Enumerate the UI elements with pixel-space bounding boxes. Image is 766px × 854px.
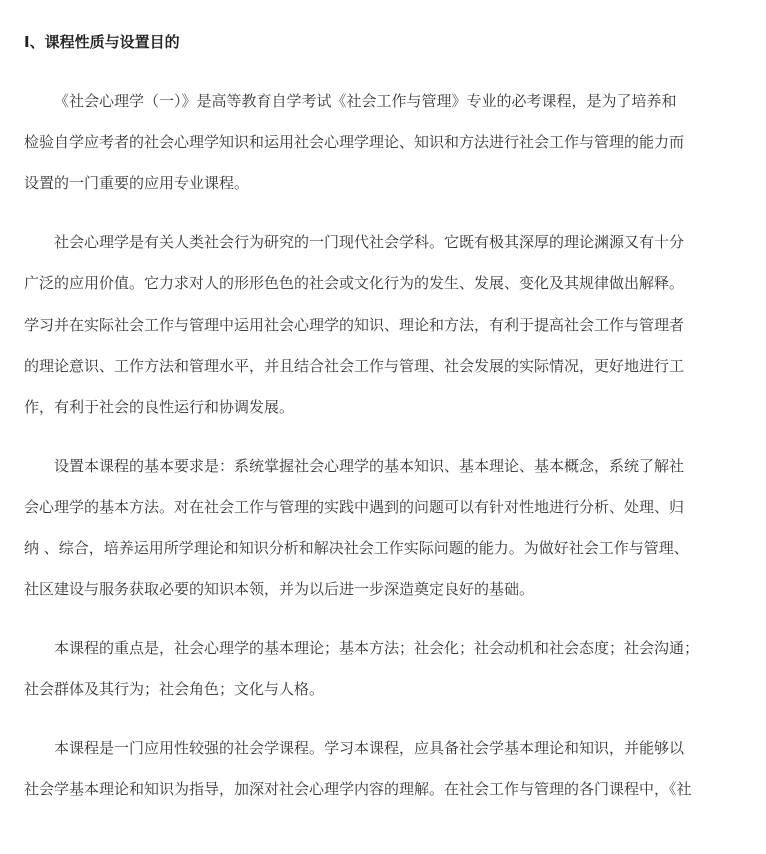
- paragraph-2-line-5: 作，有利于社会的良性运行和协调发展。: [24, 398, 295, 416]
- paragraph-2-line-3: 学习并在实际社会工作与管理中运用社会心理学的知识、理论和方法，有利于提高社会工作与管理者: [24, 316, 685, 334]
- paragraph-4-line-2: 社会群体及其行为；社会角色；文化与人格。: [24, 680, 325, 698]
- paragraph-3-line-1: 设置本课程的基本要求是：系统掌握社会心理学的基本知识、基本理论、基本概念，系统了解社: [54, 457, 685, 475]
- paragraph-1-line-3: 设置的一门重要的应用专业课程。: [24, 174, 250, 192]
- paragraph-5-line-1: 本课程是一门应用性较强的社会学课程。学习本课程，应具备社会学基本理论和知识，并能够以: [54, 739, 685, 757]
- paragraph-2-line-4: 的理论意识、工作方法和管理水平，并且结合社会工作与管理、社会发展的实际情况，更好地进行工: [24, 357, 685, 375]
- paragraph-4-line-1: 本课程的重点是，社会心理学的基本理论；基本方法；社会化；社会动机和社会态度；社会沟通；: [54, 639, 700, 657]
- paragraph-5-line-2: 社会学基本理论和知识为指导，加深对社会心理学内容的理解。在社会工作与管理的各门课程中，《社: [24, 780, 692, 798]
- paragraph-3-line-2: 会心理学的基本方法。对在社会工作与管理的实践中遇到的问题可以有针对性地进行分析、处理、归: [24, 498, 685, 516]
- paragraph-1-line-1: 《社会心理学（一）》是高等教育自学考试《社会工作与管理》专业的必考课程，是为了培养和: [54, 92, 677, 110]
- paragraph-2-line-1: 社会心理学是有关人类社会行为研究的一门现代社会学科。它既有极其深厚的理论渊源又有十分: [54, 233, 685, 251]
- paragraph-3-line-3: 纳 、综合，培养运用所学理论和知识分析和解决社会工作实际问题的能力。为做好社会工作与管理、: [24, 539, 689, 557]
- paragraph-3-line-4: 社区建设与服务获取必要的知识本领，并为以后进一步深造奠定良好的基础。: [24, 580, 535, 598]
- section-heading: I、课程性质与设置目的: [24, 33, 180, 51]
- paragraph-2-line-2: 广泛的应用价值。它力求对人的形形色色的社会或文化行为的发生、发展、变化及其规律做出解释。: [24, 274, 685, 292]
- paragraph-1-line-2: 检验自学应考者的社会心理学知识和运用社会心理学理论、知识和方法进行社会工作与管理的能力而: [24, 133, 685, 151]
